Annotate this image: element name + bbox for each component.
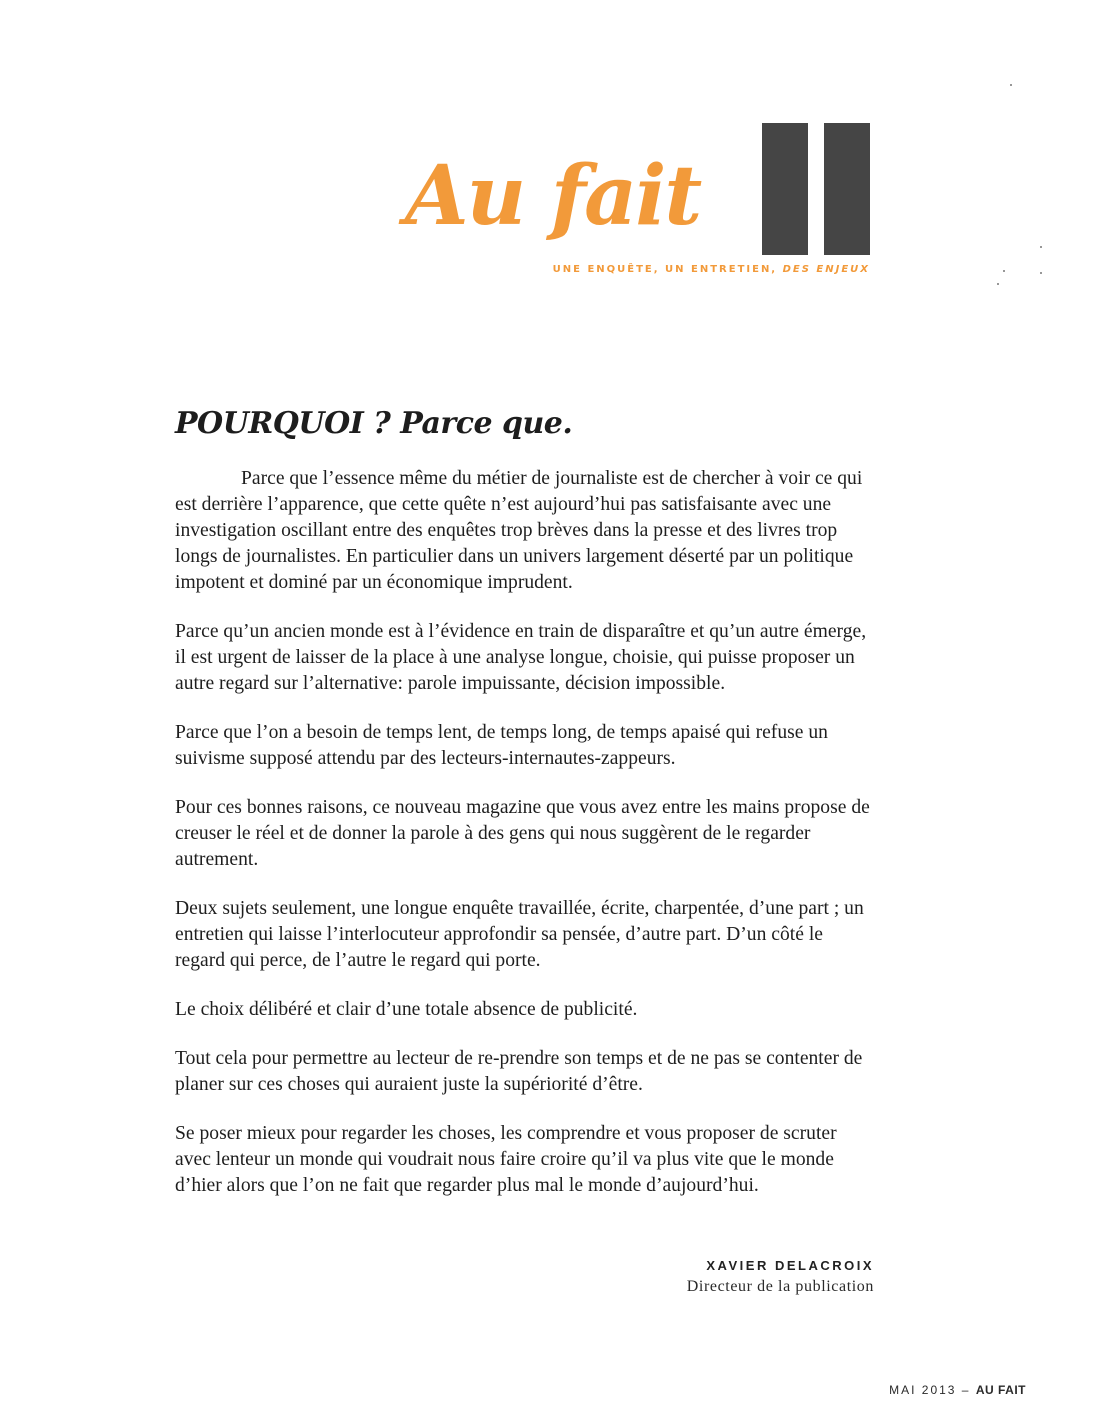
author-name: XAVIER DELACROIX [706, 1258, 874, 1273]
logo-wordmark: Au fait [405, 148, 701, 244]
scan-speck [1010, 84, 1012, 86]
paragraph: Pour ces bonnes raisons, ce nouveau magazine que vous avez entre les mains propose de creuser le réel et de donner la parole à des gens qui nous suggèrent de le regarder autrement. [175, 797, 870, 870]
footer-issue: MAI 2013 – [889, 1383, 976, 1397]
paragraph: Deux sujets seulement, une longue enquête travaillée, écrite, charpentée, d’une part ; un entretien qui laisse l’interlocuteur approfondir sa pensée, d’autre part. D’un côté le regard qui perce, de l’autre le regard qui porte. [175, 898, 864, 971]
footer-brand: AU FAIT [975, 1383, 1026, 1397]
logo-bars-icon [762, 123, 870, 255]
article-title: POURQUOI ? Parce que. [175, 406, 573, 441]
scan-speck [997, 283, 999, 285]
paragraph: Parce que l’essence même du métier de journaliste est de chercher à voir ce qui est derrière l’apparence, que cette quête n’est aujourd’hui pas satisfaisante avec une investigation oscillant entre des enquêtes trop brèves dans la presse et des livres trop longs de journalistes. En particulier dans un univers largement déserté par un politique impotent et dominé par un économique imprudent. [175, 468, 863, 593]
page-footer [889, 1383, 1026, 1397]
scan-speck [1040, 246, 1042, 248]
tagline [553, 264, 870, 275]
paragraph: Le choix délibéré et clair d’une totale absence de publicité. [175, 999, 638, 1020]
paragraph: Parce qu’un ancien monde est à l’évidence en train de disparaître et qu’un autre émerge, il est urgent de laisser de la place à une analyse longue, choisie, qui puisse proposer un autre regard sur l’alternative: parole impuissante, décision impossible. [175, 621, 867, 694]
paragraph: Tout cela pour permettre au lecteur de re-prendre son temps et de ne pas se contenter de planer sur ces choses qui auraient juste la supériorité d’être. [175, 1048, 863, 1095]
signature [687, 1255, 874, 1297]
masthead [405, 118, 875, 283]
paragraph: Parce que l’on a besoin de temps lent, de temps long, de temps apaisé qui refuse un suivisme supposé attendu par des lecteurs-internautes-zappeurs. [175, 722, 828, 769]
scan-speck [1040, 272, 1042, 274]
logo-bar-left [762, 123, 808, 255]
tagline-emphasis: DES ENJEUX [782, 264, 870, 275]
paragraph: Se poser mieux pour regarder les choses, les comprendre et vous proposer de scruter avec lenteur un monde qui voudrait nous faire croire qu’il va plus vite que le monde d’hier alors que l’on ne fait que regarder plus mal le monde d’aujourd’hui. [175, 1123, 837, 1196]
author-role: Directeur de la publication [686, 1278, 874, 1295]
tagline-main: UNE ENQUÊTE, UN ENTRETIEN, [552, 264, 783, 275]
scan-speck [1003, 270, 1005, 272]
article-body [175, 466, 875, 1222]
logo-bar-right [824, 123, 870, 255]
